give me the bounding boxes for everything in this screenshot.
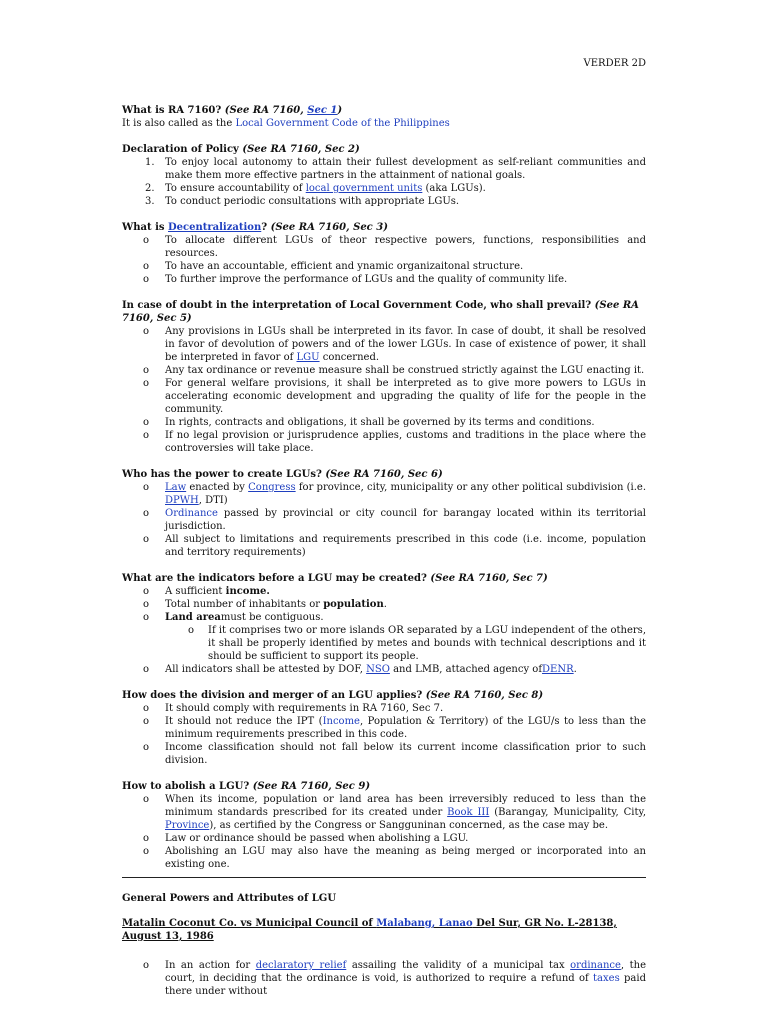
section-heading: General Powers and Attributes of LGU: [122, 893, 337, 904]
sub-list-item: o If it comprises two or more islands OR separated by a LGU independent of the others, it shall be properly identified by metes and bounds with technical descriptions and it should be sufficient to support its people.: [188, 625, 646, 662]
list-item: 2. To ensure accountability of local government units (aka LGUs).: [145, 183, 486, 194]
list-item: o If no legal provision or jurisprudence applies, customs and traditions in the place where the controversies will take place.: [143, 430, 646, 454]
ordinance-link[interactable]: ordinance: [570, 960, 621, 971]
question-heading: Declaration of Policy (See RA 7160, Sec 2): [122, 144, 360, 155]
list-item: o To have an accountable, efficient and ynamic organizaitonal structure.: [143, 261, 524, 272]
question-heading: What is RA 7160? (See RA 7160, Sec 1): [122, 105, 343, 116]
section-general-powers: [122, 892, 646, 998]
list-item: o All indicators shall be attested by DOF, NSO and LMB, attached agency ofDENR.: [143, 664, 577, 675]
question-heading: Who has the power to create LGUs? (See RA 7160, Sec 6): [122, 469, 443, 480]
list-item: o When its income, population or land area has been irreversibly reduced to less than the minimum standards prescribed for its created under Book III (Barangay, Municipality, City, Province), as certified by the Congress or Sangguninan concerned, as the case may be.: [143, 794, 646, 831]
list-item: o Any tax ordinance or revenue measure shall be construed strictly against the LGU enacting it.: [143, 365, 645, 376]
list-item: o All subject to limitations and requirements prescribed in this code (i.e. income, population and territory requirements): [143, 534, 646, 558]
list-item: o Law enacted by Congress for province, city, municipality or any other political subdivision (i.e. DPWH, DTI): [143, 482, 646, 506]
question-heading: In case of doubt in the interpretation of Local Government Code, who shall prevail? (See RA 7160, Sec 5): [122, 300, 639, 324]
sec1-link[interactable]: Sec 1: [307, 105, 338, 116]
section-power-to-create: [122, 468, 646, 559]
header-code: VERDER 2D: [583, 58, 646, 69]
question-heading: How to abolish a LGU? (See RA 7160, Sec 9): [122, 781, 371, 792]
section-interpretation: [122, 299, 646, 455]
section-division-merger: [122, 689, 646, 767]
list-item: o To allocate different LGUs of theor respective powers, functions, responsibilities and resources.: [143, 235, 646, 259]
income-link[interactable]: Income: [322, 716, 360, 727]
list-item: 3. To conduct periodic consultations with appropriate LGUs.: [145, 196, 460, 207]
list-item: o Ordinance passed by provincial or city council for barangay located within its territorial jurisdiction.: [143, 508, 646, 532]
list-item: o Any provisions in LGUs shall be interpreted in its favor. In case of doubt, it shall be resolved in favor of devolution of powers and of the lower LGUs. In case of existence of power, it shall be interpreted in favor of LGU concerned.: [143, 326, 646, 363]
section-text: It is also called as the Local Government Code of the Philippines: [122, 118, 450, 129]
list-item: o Income classification should not fall below its current income classification prior to such division.: [143, 742, 646, 766]
congress-link[interactable]: Congress: [248, 482, 296, 493]
list-item: o Total number of inhabitants or population.: [143, 599, 387, 610]
list-item: o Law or ordinance should be passed when abolishing a LGU.: [143, 833, 469, 844]
decentralization-link[interactable]: Decentralization: [168, 222, 262, 233]
list-item: o Abolishing an LGU may also have the meaning as being merged or incorporated into an existing one.: [143, 846, 646, 870]
section-indicators: [122, 572, 646, 676]
list-item: o It should not reduce the IPT (Income, Population & Territory) of the LGU/s to less than the minimum requirements prescribed in this code.: [143, 716, 646, 740]
lgu-link[interactable]: LGU: [296, 352, 320, 363]
law-link[interactable]: Law: [165, 482, 187, 493]
section-decentralization: [122, 221, 646, 286]
list-item: 1. To enjoy local autonomy to attain their fullest development as self-reliant communities and make them more effective partners in the attainment of national goals.: [145, 157, 646, 181]
list-item: o It should comply with requirements in RA 7160, Sec 7.: [143, 703, 444, 714]
question-heading: How does the division and merger of an LGU applies? (See RA 7160, Sec 8): [122, 690, 544, 701]
lgu-link[interactable]: local government units: [305, 183, 423, 194]
section-ra7160: [122, 104, 646, 130]
book-iii-link[interactable]: Book III: [447, 807, 490, 818]
question-heading: What is Decentralization? (See RA 7160, Sec 3): [122, 222, 388, 233]
lgc-link[interactable]: Local Government Code of the Philippines: [235, 118, 450, 129]
dpwh-link[interactable]: DPWH: [165, 495, 199, 506]
denr-link[interactable]: DENR: [542, 664, 574, 675]
list-item: o In an action for declaratory relief assailing the validity of a municipal tax ordinance, the court, in deciding that the ordinance is void, is authorized to require a refund of taxes paid there under without: [143, 960, 647, 997]
list-item: o Land areamust be contiguous.: [143, 612, 324, 623]
list-item: o A sufficient income.: [143, 586, 270, 597]
nso-link[interactable]: NSO: [366, 664, 390, 675]
horizontal-rule: [122, 877, 646, 878]
malabang-lanao-link[interactable]: Malabang, Lanao: [376, 918, 473, 929]
question-heading: What are the indicators before a LGU may be created? (See RA 7160, Sec 7): [122, 573, 548, 584]
list-item: o In rights, contracts and obligations, it shall be governed by its terms and conditions.: [143, 417, 595, 428]
declaratory-relief-link[interactable]: declaratory relief: [255, 960, 347, 971]
section-declaration: [122, 143, 646, 208]
ordinance-link[interactable]: Ordinance: [165, 508, 218, 519]
section-abolish: [122, 780, 646, 871]
province-link[interactable]: Province: [165, 820, 210, 831]
list-item: o For general welfare provisions, it shall be interpreted as to give more powers to LGUs in accelerating economic development and upgrading the quality of life for the people in the community.: [143, 378, 646, 415]
list-item: o To further improve the performance of LGUs and the quality of community life.: [143, 274, 568, 285]
taxes-link[interactable]: taxes: [593, 973, 620, 984]
case-title: Matalin Coconut Co. vs Municipal Council of Malabang, Lanao Del Sur, GR No. L-28138, August 13, 1986: [122, 918, 617, 942]
document-body: [122, 104, 646, 998]
